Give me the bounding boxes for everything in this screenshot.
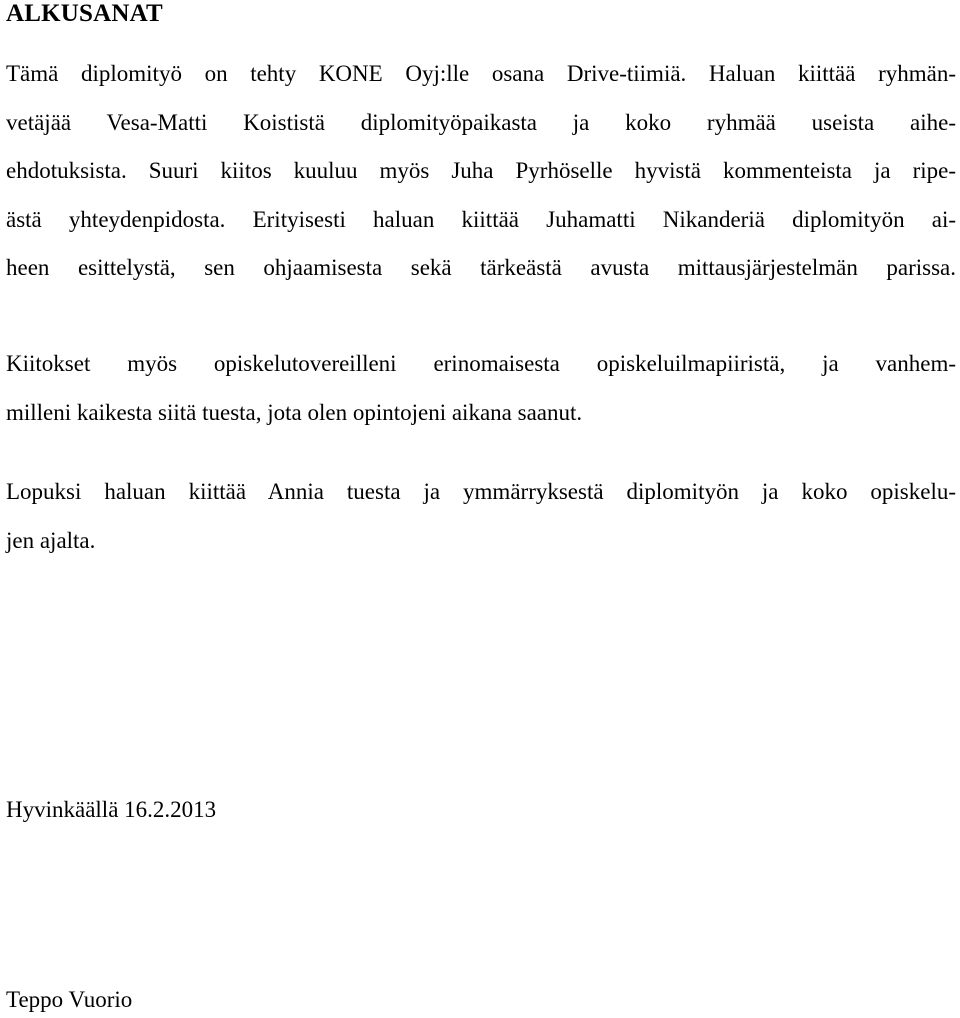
paragraph-acknowledgements-work: [6, 50, 956, 293]
place-and-date: Hyvinkäällä 16.2.2013: [6, 797, 217, 822]
paragraph-line: jen ajalta.: [6, 527, 96, 553]
paragraph-line: Kiitokset myös opiskelutovereilleni erinomaisesta opiskeluilmapiiristä, ja vanhem-: [6, 351, 956, 376]
paragraph-line: vetäjää Vesa-Matti Koististä diplomityöpaikasta ja koko ryhmää useista aihe-: [6, 109, 956, 135]
paragraph-acknowledgements-friends: [6, 340, 956, 437]
paragraph-line: Lopuksi haluan kiittää Annia tuesta ja ymmärryksestä diplomityön ja koko opiskelu-: [6, 479, 956, 504]
page-heading: ALKUSANAT: [6, 0, 163, 27]
paragraph-line: Tämä diplomityö on tehty KONE Oyj:lle osana Drive-tiimiä. Haluan kiittää ryhmän-: [6, 61, 956, 86]
paragraph-acknowledgements-final: [6, 468, 956, 565]
paragraph-line: ehdotuksista. Suuri kiitos kuuluu myös Juha Pyrhöselle hyvistä kommenteista ja ripe-: [6, 158, 956, 183]
author-name: Teppo Vuorio: [6, 987, 133, 1012]
paragraph-line: milleni kaikesta siitä tuesta, jota olen opintojeni aikana saanut.: [6, 399, 583, 425]
paragraph-line: heen esittelystä, sen ohjaamisesta sekä tärkeästä avusta mittausjärjestelmän parissa.: [6, 255, 956, 280]
paragraph-line: ästä yhteydenpidosta. Erityisesti haluan kiittää Juhamatti Nikanderiä diplomityön ai-: [6, 206, 956, 232]
